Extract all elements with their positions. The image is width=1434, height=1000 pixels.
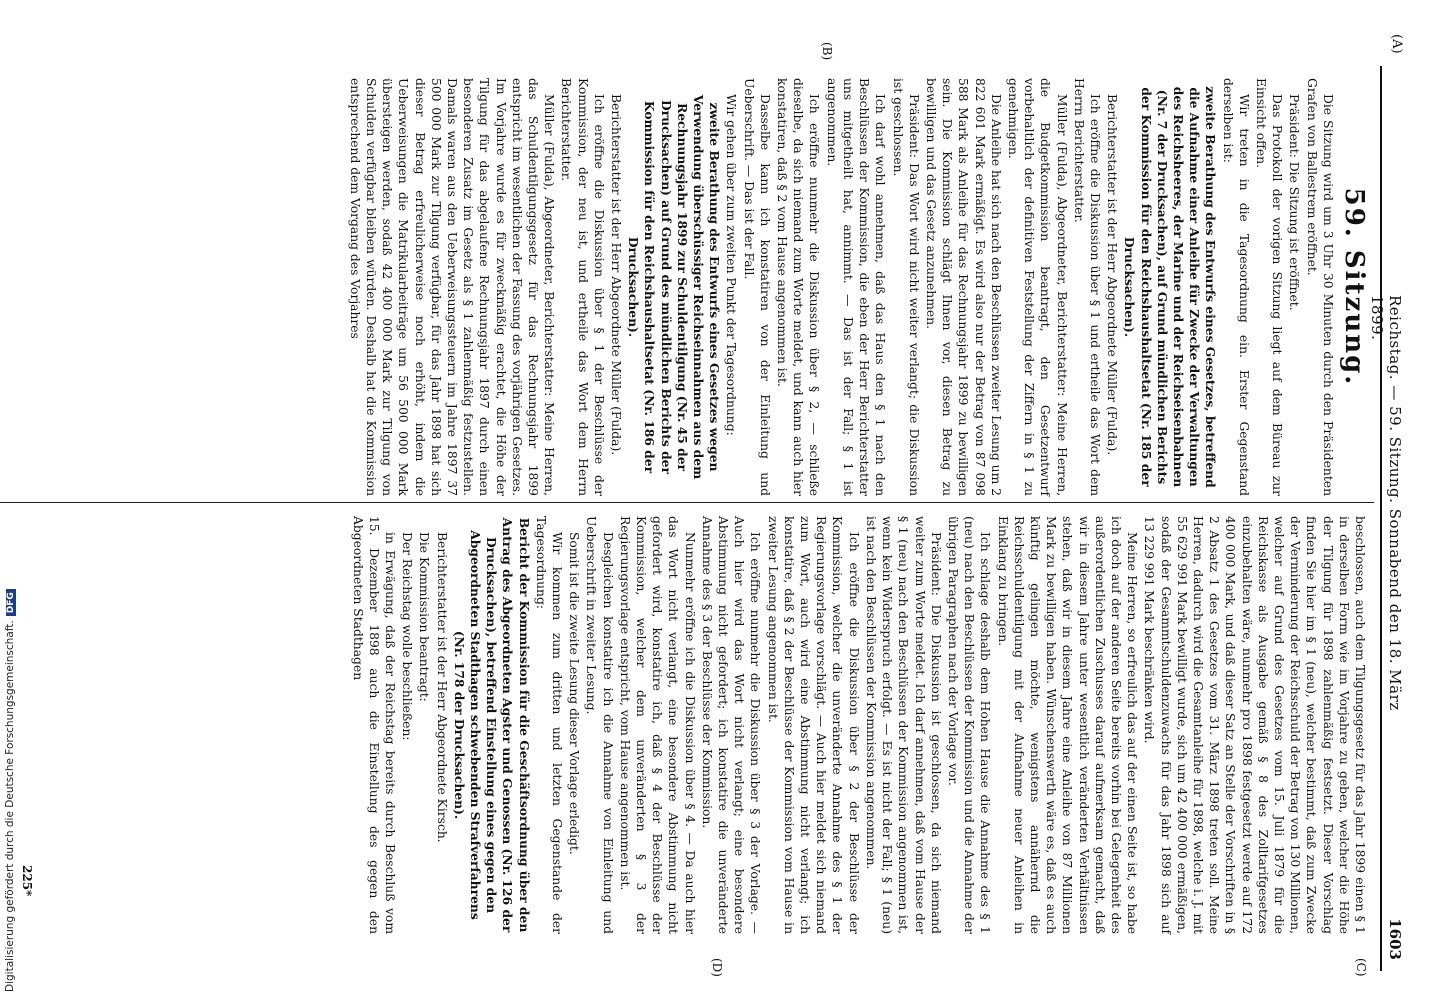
dfg-logo-icon: DFG: [6, 589, 16, 616]
column-divider: [0, 502, 1374, 503]
page-header: [1368, 34, 1412, 970]
paragraph: beschlossen, auch dem Tilgungsgesetz für das Jahr 1899 einen § 1 in derselben Form wie im Vorjahre zu geben, welcher die Höhe der Tilgung für 1898 zahlenmäßig festsetzt. Dieser Vorschlag finden Sie hier im § 1 (neu), welcher bestimmt, daß zum Zwecke der Verminderung der Reichsschuld der Betrag von 130 Millionen, welcher auf Grund des Gesetzes vom 15. Juli 1879 für die Reichskasse als Ausgabe gemäß § 8 des Zolltarifgesetzes einzubehalten wäre, nunmehr pro 1898 festgesetzt werde auf 172 400 000 Mark, und daß dieser Satz an Stelle der Vorschriften in § 2 Absatz 1 des Gesetzes vom 31. März 1898 treten soll. Meine Herren, dadurch wird die Gesamtanleihe für 1898, welche i. J. mit 55 629 991 Mark bewilligt wurde, sich um 42 400 000 ermäßigen, sodaß der Gesammtschuldenzuwachs für das Jahr 1898 sich auf 13 229 991 Mark beschränken wird.: [1142, 516, 1367, 934]
agenda-item: Bericht der Kommission für die Geschäftsordnung über den Antrag des Abgeordneten Agster und Genossen (Nr. 126 der Drucksachen), betreffend Einstellung eines gegen den Abgeordneten Stadthagen schwebenden Strafverfahrens (Nr. 178 der Drucksachen).: [451, 517, 532, 933]
credit-text: Digitalisierung gefördert durch die Deutsche Forschungsgemeinschaft.: [4, 620, 16, 992]
page-number: 1603: [1386, 918, 1404, 960]
paragraph: Die Anleihe hat sich nach den Beschlüssen zweiter Lesung um 2 822 601 Mark ermäßigt. Es wird also nur der Betrag von 87 098 588 Mark als Anleihe für das Rechnungsjahr 1899 zu bewilligen sein. Die Kommission schlägt Ihnen vor, diesen Betrag zu bewilligen und das Gesetz anzunehmen.: [923, 78, 1003, 496]
header-rule: [1380, 66, 1382, 971]
paragraph: Ich eröffne nunmehr die Diskussion über § 3 der Vorlage. — Auch hier wird das Wort nicht verlangt; eine besondere Abstimmung nicht gefordert; ich konstatire die unveränderte Annahme des § 3 der Beschlüsse der Kommission.: [699, 516, 763, 934]
margin-letter-a: (A): [1389, 34, 1404, 54]
right-column: [348, 516, 1368, 934]
paragraph: Desgleichen konstatire ich die Annahme von Einleitung und Ueberschrift in zweiter Lesung.: [584, 516, 615, 934]
margin-letter-c: (C): [1354, 958, 1368, 977]
paragraph: Ich eröffne nunmehr die Diskussion über § 2, — schließe dieselbe, da sich niemand zum Worte meldet, und kann auch hier konstatiren, daß § 2 vom Hause angenommen ist.: [775, 78, 822, 496]
paragraph: Präsident: Die Sitzung ist eröffnet.: [1287, 94, 1302, 311]
paragraph: Müller (Fulda), Abgeordneter, Berichterstatter: Meine Herren, das Schuldentilgungsgesetz für das Rechnungsjahr 1899 entspricht im wesentlichen der Fassung des vorjährigen Gesetzes. Im Vorjahre wurde es für zweckmäßig erachtet, die Höhe der Tilgung für das abgelaufene Rechnungsjahr 1897 durch einen besonderen Zusatz im Gesetz als § 1 zahlenmäßig festzustellen. Damals waren aus den Ueberweisungssteuern im Jahre 1897 37 500 000 Mark zur Tilgung verfügbar, für das Jahr 1898 hat sich dieser Betrag erfreulicherweise noch erhöht, indem die Ueberweisungen die Matrikularbeiträge um 56 500 000 Mark übersteigen werden, sodaß 42 400 000 Mark zur Tilgung von Schulden verfügbar bleiben würden. Deshalb hat die Kommission entsprechend dem Vorgang des Vorjahres: [347, 78, 557, 496]
paragraph: Nunmehr eröffne ich die Diskussion über § 4. — Da auch hier das Wort nicht verlangt, eine besondere Abstimmung nicht gefordert wird, konstatire ich, daß § 4 der Beschlüsse der Kommission, welcher dem unveränderten § 3 der Regierungsvorlage entspricht, vom Hause angenommen ist.: [617, 516, 697, 934]
paragraph: in Erwägung, daß der Reichstag bereits durch Beschluß vom 15. Dezember 1898 auch die Einstellung des gegen den Abgeordneten Stadthagen: [350, 516, 398, 934]
paragraph: Berichterstatter ist der Herr Abgeordnete Müller (Fulda).: [1105, 94, 1120, 456]
paragraph: Wir treten in die Tagesordnung ein. Erster Gegenstand derselben ist:: [1220, 78, 1251, 496]
paragraph: Meine Herren, so erfreulich das auf der einen Seite ist, so habe ich doch auf der anderen Seite bereits vorhin bei Gelegenheit des außerordentlichen Zuschusses darauf aufmerksam gemacht, daß wir in diesem Jahre unter wesentlich veränderten Verhältnissen stehen, daß wir in diesem Jahre eine Anleihe von 87 Millionen Mark zu bewilligen haben. Wünschenswerth wäre es, daß es auch künftig gelingen möchte, wenigstens annähernd die Reichsschuldentilgung mit der Aufnahme neuer Anleihen in Einklang zu bringen.: [995, 516, 1140, 934]
paragraph: Die Sitzung wird um 3 Uhr 30 Minuten durch den Präsidenten Grafen von Ballestrem eröffnet.: [1304, 78, 1335, 496]
paragraph: Dasselbe kann ich konstatiren von der Einleitung und Ueberschrift. — Das ist der Fall.: [741, 78, 772, 496]
paragraph: Müller (Fulda), Abgeordneter, Berichterstatter: Meine Herren, die Budgetkommission beantragt, den Gesetzentwurf vorbehaltlich der definitiven Feststellung der Ziffern in § 1 zu genehmigen.: [1005, 78, 1069, 496]
left-column: [346, 78, 1368, 496]
agenda-item: zweite Berathung des Entwurfs eines Gesetzes wegen Verwendung überschüssiger Reichseinnahmen aus dem Rechnungsjahr 1899 zur Schuldentilgung (Nr. 45 der Drucksachen) auf Grund des mündlichen Berichts der Kommission für den Reichshaushaltsetat (Nr. 186 der Drucksachen).: [626, 94, 723, 480]
paragraph: Der Reichstag wolle beschließen:: [400, 532, 415, 741]
session-title: 59. Sitzung.: [1339, 187, 1369, 387]
paragraph: Präsident: Das Wort wird nicht weiter verlangt; die Diskussion ist geschlossen.: [890, 78, 921, 496]
paragraph: Das Protokoll der vorigen Sitzung liegt auf dem Büreau zur Einsicht offen.: [1253, 78, 1285, 496]
paragraph: Berichterstatter ist der Herr Abgeordnete Müller (Fulda).: [609, 94, 624, 456]
paragraph: Wir gehen über zum zweiten Punkt der Tagesordnung:: [724, 94, 739, 436]
running-title: Reichstag. — 59. Sitzung. Sonnabend den 18. März 1899.: [1368, 295, 1404, 711]
paragraph: Berichterstatter ist der Herr Abgeordnete Kirsch.: [434, 532, 449, 843]
digitization-credit: [4, 392, 18, 992]
signature-mark: 225*: [20, 865, 34, 897]
paragraph: Ich eröffne die Diskussion über § 1 der Beschlüsse der Kommission, der neu ist, und ertheile das Wort dem Herrn Berichterstatter.: [559, 78, 606, 496]
paragraph: Ich eröffne die Diskussion über § 2 der Beschlüsse der Kommission, welcher die unveränderte Annahme des § 1 der Regierungsvorlage vorschlägt. — Auch hier meldet sich niemand zum Wort, auch wird eine Abstimmung nicht verlangt; ich konstatire, daß § 2 der Beschlüsse der Kommission vom Hause in zweiter Lesung angenommen ist.: [765, 516, 861, 934]
margin-letter-d: (D): [710, 958, 724, 977]
paragraph: Somit ist die zweite Lesung dieser Vorlage erledigt.: [567, 532, 582, 855]
agenda-item: zweite Berathung des Entwurfs eines Gesetzes, betreffend die Aufnahme einer Anleihe für Zwecke der Verwaltungen des Reichsheeres, der Marine und der Reichseisenbahnen (Nr. 7 der Drucksachen), auf Grund mündlichen Berichts der Kommission für den Reichshaushaltsetat (Nr. 185 der Drucksachen).: [1122, 86, 1219, 488]
paragraph: Ich darf wohl annehmen, daß das Haus den § 1 nach den Beschlüssen der Kommission, die eben der Herr Berichterstatter uns mitgetheilt hat, annimmt. — Das ist der Fall; § 1 ist angenommen.: [824, 78, 888, 496]
paragraph: Präsident: Die Diskussion ist geschlossen, da sich niemand weiter zum Worte meldet. Ich darf annehmen, daß vom Hause der § 1 (neu) nach den Beschlüssen der Kommission angenommen ist, wenn kein Widerspruch erfolgt. — Es ist nicht der Fall; § 1 (neu) ist nach den Beschlüssen der Kommission angenommen.: [863, 516, 943, 934]
paragraph: Wir kommen zum dritten und letzten Gegenstande der Tagesordnung:: [533, 516, 565, 934]
paragraph: Die Kommission beantragt:: [417, 532, 432, 702]
paragraph: Ich eröffne die Diskussion über § 1 und ertheile das Wort dem Herrn Berichterstatter.: [1071, 78, 1102, 496]
paragraph: Ich schlage deshalb dem Hohen Hause die Annahme des § 1 (neu) nach den Beschlüssen der Kommission und die Annahme der übrigen Paragraphen nach der Vorlage vor.: [945, 516, 993, 934]
margin-letter-b: (B): [820, 42, 834, 61]
